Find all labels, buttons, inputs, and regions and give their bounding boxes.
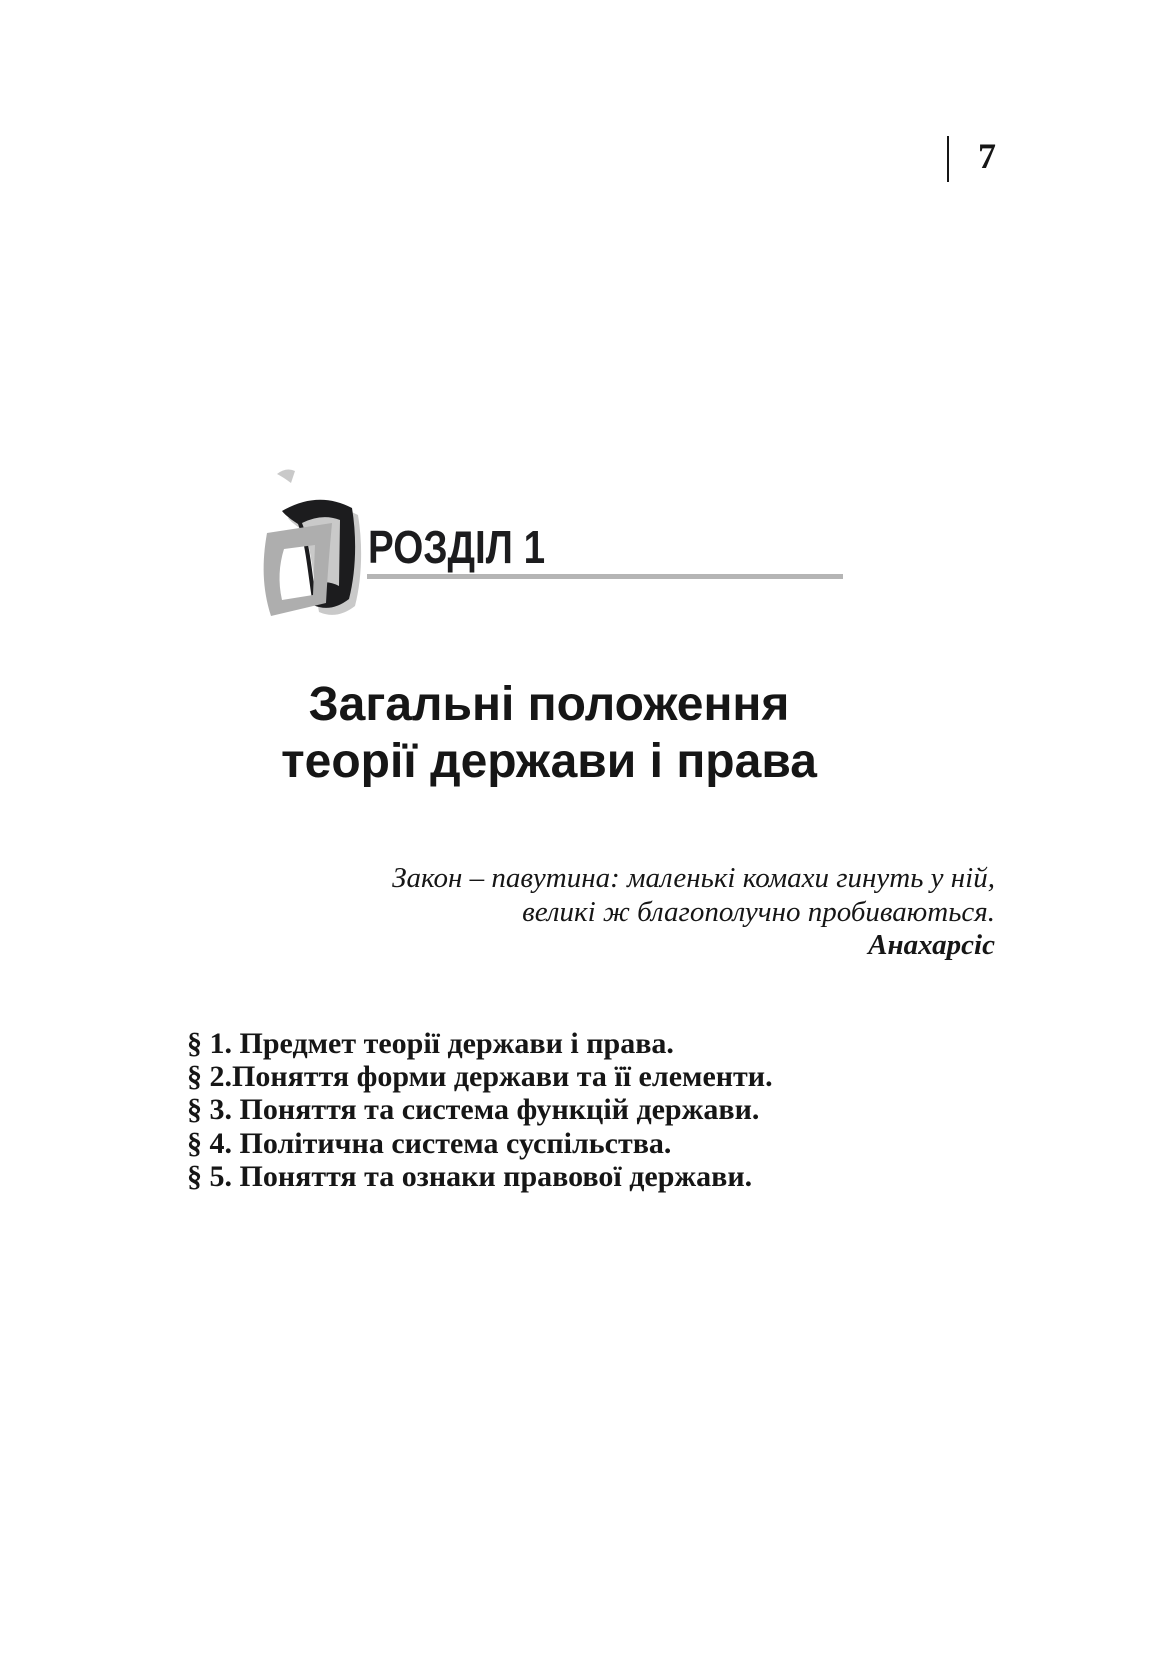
section-item-1: § 1. Предмет теорії держави і права. bbox=[187, 1027, 674, 1060]
epigraph-line2: великі ж благополучно пробиваються. bbox=[522, 895, 995, 928]
section-item-5: § 5. Поняття та ознаки правової держави. bbox=[187, 1159, 753, 1193]
epigraph-line1: Закон – павутина: маленькі комахи гинуть у ній, bbox=[392, 862, 995, 894]
chapter-title-line2: теорії держави і права bbox=[281, 735, 817, 788]
chapter-title-line1: Загальні положення bbox=[308, 678, 790, 731]
section-item-2: § 2.Поняття форми держави та її елементи. bbox=[187, 1060, 773, 1094]
chapter-kicker-rule bbox=[367, 574, 843, 579]
page-number-rule bbox=[947, 136, 949, 182]
epigraph bbox=[235, 862, 995, 963]
open-book-frames-icon bbox=[254, 466, 366, 624]
chapter-title bbox=[189, 676, 909, 790]
chapter-kicker-label: РОЗДІЛ 1 bbox=[368, 521, 546, 573]
chapter-kicker bbox=[368, 521, 579, 573]
page-number: 7 bbox=[978, 136, 996, 176]
epigraph-author: Анахарсіс bbox=[868, 929, 995, 961]
section-list bbox=[187, 1027, 977, 1193]
section-item-3: § 3. Поняття та система функцій держави. bbox=[187, 1093, 760, 1127]
section-item-4: § 4. Політична система суспільства. bbox=[187, 1126, 672, 1160]
